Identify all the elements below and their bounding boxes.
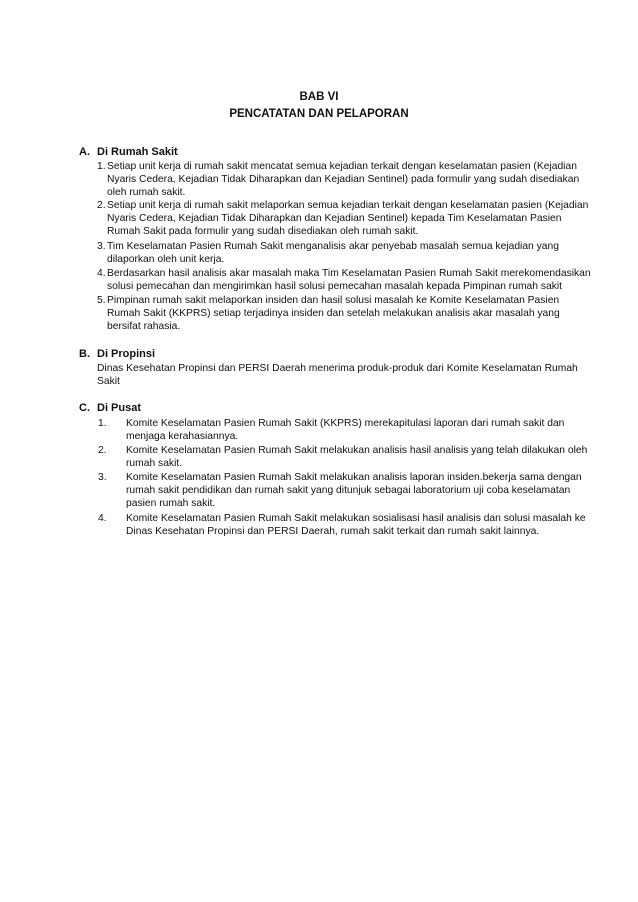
section-a-item-1-line-3: oleh rumah sakit. bbox=[107, 187, 186, 198]
section-c-item-1-number: 1. bbox=[98, 418, 107, 429]
section-a-item-2-line-3: Rumah Sakit pada formulir yang sudah disediakan oleh rumah sakit. bbox=[107, 226, 419, 237]
section-a-item-2-line-1: Setiap unit kerja di rumah sakit melaporkan semua kejadian terkait dengan keselamatan pasien (Kejadian bbox=[107, 200, 589, 211]
section-b-title: Di Propinsi bbox=[97, 348, 156, 360]
section-a-item-4-line-1: Berdasarkan hasil analisis akar masalah maka Tim Keselamatan Pasien Rumah Sakit merekomendasikan bbox=[107, 268, 591, 279]
section-c-item-1-line-1: Komite Keselamatan Pasien Rumah Sakit (KKPRS) merekapitulasi laporan dari rumah sakit dan bbox=[126, 418, 565, 429]
section-a-item-2-number: 2. bbox=[97, 200, 106, 211]
section-c-item-3-number: 3. bbox=[98, 472, 107, 483]
section-c-item-3-line-1: Komite Keselamatan Pasien Rumah Sakit melakukan analisis laporan insiden.bekerja sama dengan bbox=[126, 472, 582, 483]
section-a-item-1-line-1: Setiap unit kerja di rumah sakit mencatat semua kejadian terkait dengan keselamatan pasien (Kejadian bbox=[107, 161, 577, 172]
section-a-item-5-number: 5. bbox=[97, 295, 106, 306]
section-c-item-2-line-2: rumah sakit. bbox=[126, 458, 183, 469]
section-c-item-2-number: 2. bbox=[98, 445, 107, 456]
section-b-line-2: Sakit bbox=[97, 376, 120, 387]
section-a-item-4-line-2: solusi pemecahan dan mengirimkan hasil solusi pemecahan masalah kepada Pimpinan rumah sakit bbox=[107, 281, 563, 292]
section-c-item-4-line-1: Komite Keselamatan Pasien Rumah Sakit melakukan sosialisasi hasil analisis dan solusi masalah ke bbox=[126, 513, 586, 524]
section-c-item-4-number: 4. bbox=[98, 513, 107, 524]
section-b-line-1: Dinas Kesehatan Propinsi dan PERSI Daerah menerima produk-produk dari Komite Keselamatan Rumah bbox=[97, 363, 578, 374]
section-c-item-3-line-3: pasien rumah sakit. bbox=[126, 498, 216, 509]
section-c-item-1-line-2: menjaga kerahasiannya. bbox=[126, 431, 239, 442]
chapter-title: PENCATATAN DAN PELAPORAN bbox=[229, 108, 409, 120]
section-a-item-1-number: 1. bbox=[97, 161, 106, 172]
section-a-item-2-line-2: Nyaris Cedera, Kejadian Tidak Diharapkan dan Kejadian Sentinel) kepada Tim Keselamatan Pasien bbox=[107, 213, 562, 224]
section-a-item-4-number: 4. bbox=[97, 268, 106, 279]
section-c-title: Di Pusat bbox=[97, 402, 142, 414]
section-a-item-1-line-2: Nyaris Cedera, Kejadian Tidak Diharapkan dan Kejadian Sentinel) pada formulir yang sudah disediakan bbox=[107, 174, 580, 185]
section-c-item-4-line-2: Dinas Kesehatan Propinsi dan PERSI Daerah, rumah sakit terkait dan rumah sakit lainnya. bbox=[126, 526, 540, 537]
section-c-item-2-line-1: Komite Keselamatan Pasien Rumah Sakit melakukan analisis hasil analisis yang telah dilakukan oleh bbox=[126, 445, 588, 456]
section-a-letter: A. bbox=[79, 146, 90, 158]
section-a-item-3-number: 3. bbox=[97, 241, 106, 252]
chapter-heading: BAB VI bbox=[299, 91, 339, 103]
section-c-item-3-line-2: rumah sakit pendidikan dan rumah sakit yang ditunjuk sebagai laboratorium uji coba keselamatan bbox=[126, 485, 571, 496]
section-a-item-5-line-2: Rumah Sakit (KKPRS) setiap terjadinya insiden dan setelah melakukan analisis akar masalah yang bbox=[107, 308, 560, 319]
section-a-item-3-line-2: dilaporkan oleh unit kerja. bbox=[107, 254, 225, 265]
section-c-letter: C. bbox=[79, 402, 90, 414]
section-a-item-5-line-3: bersifat rahasia. bbox=[107, 321, 181, 332]
section-a-item-3-line-1: Tim Keselamatan Pasien Rumah Sakit menganalisis akar penyebab masalah semua kejadian yang bbox=[107, 241, 559, 252]
section-a-title: Di Rumah Sakit bbox=[97, 146, 178, 158]
section-b-letter: B. bbox=[79, 348, 90, 360]
section-a-item-5-line-1: Pimpinan rumah sakit melaporkan insiden dan hasil solusi masalah ke Komite Keselamatan Pasien bbox=[107, 295, 560, 306]
